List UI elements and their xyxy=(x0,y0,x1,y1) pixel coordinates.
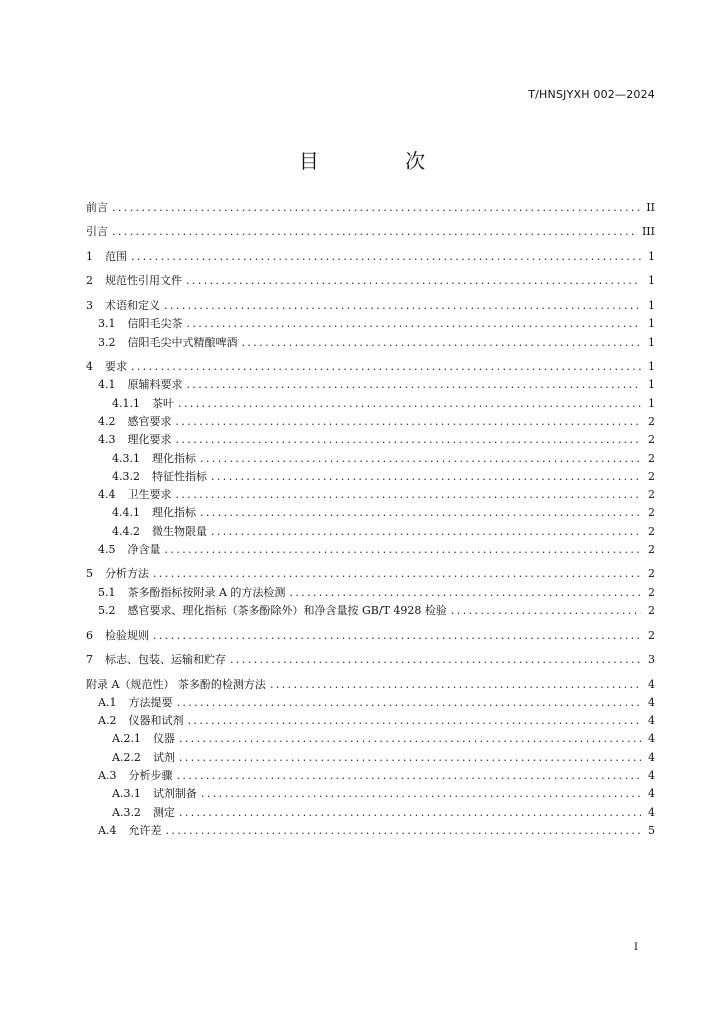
toc-dot-leader xyxy=(187,315,642,333)
toc-entry[interactable] xyxy=(86,486,655,504)
toc-dot-leader xyxy=(211,468,641,486)
toc-entry-page: 3 xyxy=(648,653,655,667)
toc-entry-number: 5 xyxy=(86,567,93,581)
toc-entry-title xyxy=(98,376,183,394)
toc-entry-label: 要求 xyxy=(105,360,127,374)
toc-entry-page: 4 xyxy=(648,732,655,746)
toc-entry-title xyxy=(98,315,183,333)
toc-entry-number: 6 xyxy=(86,628,93,642)
toc-entry[interactable] xyxy=(86,504,655,522)
toc-dot-leader xyxy=(164,297,641,315)
toc-entry[interactable] xyxy=(86,602,655,620)
toc-entry-page: 2 xyxy=(648,433,655,447)
toc-entry-title xyxy=(86,223,108,241)
toc-entry-number: 4.5 xyxy=(98,542,116,556)
toc-entry-label: 前言 xyxy=(86,201,108,214)
toc-entry-number: A.2.2 xyxy=(112,750,141,764)
toc-dot-leader xyxy=(153,565,641,583)
toc-entry-label: 检验规则 xyxy=(105,628,149,642)
toc-entry-title xyxy=(98,822,161,840)
toc-entry-page: 4 xyxy=(648,750,655,764)
toc-entry-number: 2 xyxy=(86,274,93,288)
toc-entry-label: 信阳毛尖中式精酿啤酒 xyxy=(127,335,238,349)
toc-entry[interactable] xyxy=(86,450,655,468)
toc-entry[interactable] xyxy=(86,413,655,431)
toc-dot-leader xyxy=(131,248,641,266)
toc-entry-label: 原辅料要求 xyxy=(127,378,183,392)
toc-entry-page: 2 xyxy=(648,628,655,642)
toc-entry[interactable] xyxy=(86,297,655,315)
toc-dot-leader xyxy=(451,602,641,620)
toc-dot-leader xyxy=(178,395,641,413)
toc-entry-page: 2 xyxy=(648,542,655,556)
toc-entry[interactable] xyxy=(86,676,655,694)
toc-entry-page: 2 xyxy=(648,524,655,538)
toc-entry[interactable] xyxy=(86,584,655,602)
toc-dot-leader xyxy=(176,413,642,431)
toc-entry-title xyxy=(86,248,127,266)
toc-entry-title xyxy=(112,468,207,486)
toc-entry-page: 2 xyxy=(648,451,655,465)
toc-entry-label: 术语和定义 xyxy=(105,298,160,312)
toc-entry[interactable] xyxy=(86,199,655,217)
toc-entry-title xyxy=(98,694,172,712)
toc-entry-page: 2 xyxy=(648,488,655,502)
toc-entry-label: 茶多酚指标按附录 A 的方法检测 xyxy=(127,585,286,599)
toc-entry[interactable] xyxy=(86,248,655,266)
toc-entry-label: 测定 xyxy=(152,805,175,819)
toc-entry-title xyxy=(112,395,174,413)
table-of-contents xyxy=(86,199,655,840)
toc-entry-label: 感官要求 xyxy=(127,414,172,428)
toc-entry-number: 4.4.1 xyxy=(112,506,140,520)
toc-entry-page: 2 xyxy=(648,604,655,618)
toc-entry-number: 1 xyxy=(86,249,93,263)
toc-entry[interactable] xyxy=(86,468,655,486)
toc-entry-page: 4 xyxy=(648,695,655,709)
toc-dot-leader xyxy=(200,504,641,522)
toc-entry[interactable] xyxy=(86,334,655,352)
toc-entry-page: 1 xyxy=(648,249,655,263)
toc-entry-title xyxy=(86,199,108,217)
toc-entry-label: 仪器 xyxy=(152,732,175,746)
toc-entry-page: 2 xyxy=(648,469,655,483)
toc-entry[interactable] xyxy=(86,565,655,583)
toc-entry-label: 范围 xyxy=(105,249,127,263)
toc-entry-label: 允许差 xyxy=(128,823,162,837)
toc-entry-label: 试剂制备 xyxy=(152,787,197,801)
toc-dot-leader xyxy=(131,358,641,376)
toc-entry-label: 茶叶 xyxy=(152,396,174,410)
footer-page-number: I xyxy=(634,942,638,953)
toc-entry-title xyxy=(98,602,447,620)
toc-dot-leader xyxy=(201,785,641,803)
toc-entry-title xyxy=(86,676,266,694)
toc-entry-page: 1 xyxy=(648,317,655,331)
toc-entry-number: A.1 xyxy=(98,695,117,709)
toc-entry-title xyxy=(98,431,172,449)
toc-entry-page: 2 xyxy=(648,567,655,581)
toc-entry-label: 净含量 xyxy=(127,542,161,556)
toc-entry-title xyxy=(86,297,160,315)
toc-entry-label: 理化指标 xyxy=(152,506,196,520)
toc-entry-page: 5 xyxy=(648,823,655,837)
toc-entry-page: 4 xyxy=(648,769,655,782)
toc-entry-page: 2 xyxy=(648,585,655,599)
toc-entry[interactable] xyxy=(86,541,655,559)
toc-entry-page: II xyxy=(646,201,655,214)
toc-entry-page: 1 xyxy=(648,360,655,374)
toc-entry-page: III xyxy=(641,225,655,239)
toc-dot-leader xyxy=(165,822,641,840)
toc-entry[interactable] xyxy=(86,767,655,785)
toc-dot-leader xyxy=(289,584,641,602)
toc-entry-number: 4.1 xyxy=(98,378,116,392)
toc-entry[interactable] xyxy=(86,651,655,669)
toc-entry-number: A.2 xyxy=(98,714,117,728)
toc-entry-title xyxy=(86,272,182,290)
toc-dot-leader xyxy=(179,804,641,822)
toc-entry-number: A.3 xyxy=(98,769,117,782)
toc-entry-label: 理化要求 xyxy=(127,433,172,447)
toc-entry-number: 3 xyxy=(86,298,93,312)
toc-entry-number: 5.2 xyxy=(98,604,116,618)
toc-entry-number: 3.1 xyxy=(98,317,116,331)
toc-entry-label: 试剂 xyxy=(152,750,175,764)
toc-entry[interactable] xyxy=(86,272,655,290)
toc-entry[interactable] xyxy=(86,712,655,730)
toc-entry-label: 规范性引用文件 xyxy=(105,274,182,288)
toc-entry[interactable] xyxy=(86,523,655,541)
toc-entry-number: 4.4 xyxy=(98,488,116,502)
document-code: T/HNSJYXH 002—2024 xyxy=(528,88,655,101)
toc-entry-title xyxy=(112,450,196,468)
toc-dot-leader xyxy=(179,730,641,748)
toc-entry[interactable] xyxy=(86,804,655,822)
toc-entry-title xyxy=(98,486,172,504)
toc-entry-title xyxy=(112,730,175,748)
toc-entry-page: 4 xyxy=(648,677,655,691)
toc-dot-leader xyxy=(153,627,641,645)
toc-entry-page: 4 xyxy=(648,805,655,819)
toc-dot-leader xyxy=(176,767,641,785)
toc-entry-label: 感官要求、理化指标（茶多酚除外）和净含量按 GB/T 4928 检验 xyxy=(127,604,447,618)
toc-entry-title xyxy=(98,413,172,431)
toc-dot-leader xyxy=(270,676,641,694)
toc-entry-label: 理化指标 xyxy=(152,451,196,465)
toc-entry-number: 4.3.2 xyxy=(112,469,140,483)
toc-dot-leader xyxy=(211,523,641,541)
toc-entry-label: 方法提要 xyxy=(128,695,173,709)
toc-entry-title xyxy=(98,334,238,352)
toc-entry[interactable] xyxy=(86,358,655,376)
toc-entry-number: 7 xyxy=(86,653,93,667)
toc-entry-label: 分析步骤 xyxy=(128,769,173,782)
toc-dot-leader xyxy=(187,712,641,730)
toc-dot-leader xyxy=(200,450,641,468)
toc-entry-number: A.4 xyxy=(98,823,117,837)
toc-entry-number: 3.2 xyxy=(98,335,116,349)
toc-entry-page: 1 xyxy=(648,396,655,410)
toc-entry[interactable] xyxy=(86,395,655,413)
toc-entry[interactable] xyxy=(86,694,655,712)
toc-entry-page: 1 xyxy=(648,274,655,288)
toc-entry-page: 4 xyxy=(648,714,655,728)
toc-entry-label: 仪器和试剂 xyxy=(128,714,184,728)
toc-entry-title xyxy=(98,541,161,559)
toc-entry[interactable] xyxy=(86,315,655,333)
toc-dot-leader xyxy=(165,541,642,559)
toc-entry[interactable] xyxy=(86,627,655,645)
toc-entry-number: 4.3 xyxy=(98,433,116,447)
page-title: 目 次 xyxy=(298,149,466,173)
toc-entry-title xyxy=(86,565,149,583)
toc-dot-leader xyxy=(112,223,638,241)
toc-entry-title xyxy=(112,749,175,767)
toc-entry-page: 1 xyxy=(648,378,655,392)
toc-entry-title xyxy=(86,358,127,376)
toc-entry-number: A.3.2 xyxy=(112,805,141,819)
toc-entry-label: 分析方法 xyxy=(105,567,149,581)
toc-entry-title xyxy=(86,651,226,669)
toc-entry-page: 4 xyxy=(648,787,655,801)
toc-dot-leader xyxy=(186,272,641,290)
toc-dot-leader xyxy=(242,334,642,352)
toc-entry-title xyxy=(112,785,197,803)
toc-entry-number: A.3.1 xyxy=(112,787,141,801)
toc-entry[interactable] xyxy=(86,376,655,394)
toc-dot-leader xyxy=(176,486,642,504)
toc-entry[interactable] xyxy=(86,223,655,241)
toc-entry-number: 4 xyxy=(86,360,93,374)
toc-entry-number: 4.2 xyxy=(98,414,116,428)
toc-entry-title xyxy=(112,804,175,822)
toc-entry[interactable] xyxy=(86,749,655,767)
toc-entry-page: 1 xyxy=(648,298,655,312)
toc-entry-number: 4.1.1 xyxy=(112,396,140,410)
toc-dot-leader xyxy=(176,431,642,449)
toc-entry-page: 2 xyxy=(648,414,655,428)
toc-entry[interactable] xyxy=(86,431,655,449)
toc-entry-page: 2 xyxy=(648,506,655,520)
toc-entry-label: 信阳毛尖茶 xyxy=(127,317,183,331)
toc-dot-leader xyxy=(176,694,641,712)
toc-entry-label: 引言 xyxy=(86,225,108,239)
toc-entry-label: 卫生要求 xyxy=(127,488,172,502)
toc-entry-label: 微生物限量 xyxy=(152,524,207,538)
toc-dot-leader xyxy=(179,749,641,767)
toc-entry-title xyxy=(98,584,285,602)
toc-entry[interactable] xyxy=(86,822,655,840)
toc-entry[interactable] xyxy=(86,730,655,748)
toc-entry-label: 附录 A（规范性） 茶多酚的检测方法 xyxy=(86,677,266,691)
toc-dot-leader xyxy=(230,651,641,669)
toc-entry-number: 4.3.1 xyxy=(112,451,140,465)
toc-entry-number: A.2.1 xyxy=(112,732,141,746)
toc-entry-number: 5.1 xyxy=(98,585,116,599)
toc-entry-title xyxy=(86,627,149,645)
toc-entry-title xyxy=(98,712,183,730)
toc-entry-title xyxy=(112,523,207,541)
toc-entry-number: 4.4.2 xyxy=(112,524,140,538)
toc-dot-leader xyxy=(112,199,641,217)
toc-entry-label: 标志、包装、运输和贮存 xyxy=(105,653,226,667)
toc-entry-label: 特征性指标 xyxy=(152,469,207,483)
toc-entry[interactable] xyxy=(86,785,655,803)
toc-entry-page: 1 xyxy=(648,335,655,349)
toc-entry-title xyxy=(112,504,196,522)
toc-entry-title xyxy=(98,767,172,785)
toc-dot-leader xyxy=(187,376,642,394)
